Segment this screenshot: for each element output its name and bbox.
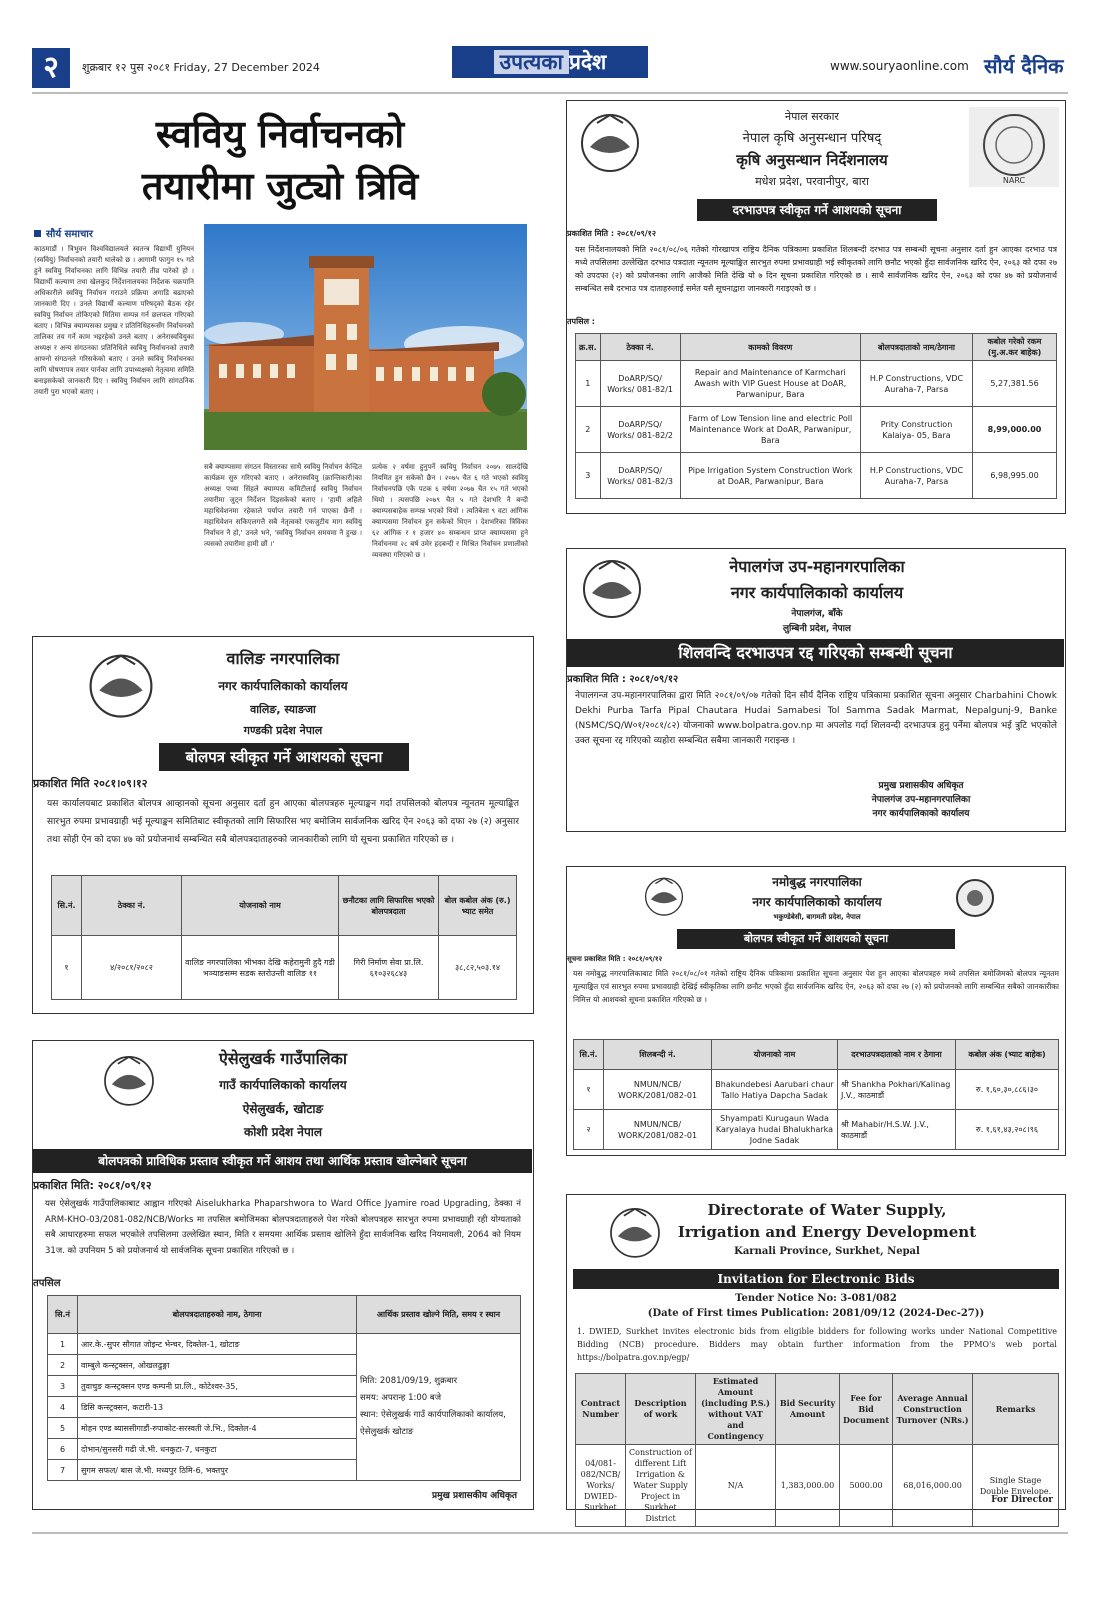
notice-namobuddha — [566, 866, 1066, 1156]
column-header: बोल कबोल अंक (रु.) भ्याट समेत — [439, 876, 517, 936]
nepalgunj-body: नेपालगन्ज उप-महानगरपालिका द्वारा मिति २०८१/०९/०७ गतेको दिन सौर्य दैनिक राष्ट्रिय पत्रिकामा प्रकाशित सूचना अनुसार Charbahini Chowk Dekhi Purba Tarfa Pipal Chautara Hudai Samabesi Tol Samma Sadak Marmat, Nepalgunj-9, Banke (NSMC/SQ/W०१/२०८१/८२) योजनाको www.bolpatra.gov.np मा अपलोड गर्दा शिलवन्दी दरभाउपत्र हुनु पर्नेमा बोलपत्र भई त्रुटि भएकोले उक्त सूचना रद्द गरिएको व्यहोरा सम्बन्धित सबैमा जानकारी गराइन्छ । — [575, 691, 1057, 746]
notice-doar — [566, 100, 1066, 514]
notice-nepalgunj — [566, 548, 1066, 832]
nepal-emblem-icon — [641, 875, 687, 921]
waling-body: यस कार्यालयबाट प्रकाशित बोलपत्र आव्हानको सूचना अनुसार दर्ता हुन आएका बोलपत्रहरु मूल्याङ्कन गर्दा तपसिलको बोलपत्र न्यूनतम मूल्याङ्कित सारभुत रुपमा प्रभावग्राही भई मूल्याङ्कन समितिबाट स्वीकृतको लागि सिफारिस भए बमोजिम सार्वजनिक खरिद ऐन २०६३ को दफा २७ (२) अनुसार तथा सोही ऐन को दफा ४७ को प्रयोजनार्थ सम्बन्धित सबै बोलपत्रदाताहरुको जानकारीको लागि यो सूचना प्रकाशित गरिएको छ । — [47, 799, 519, 845]
doar-pub-date: प्रकाशित मिति : २०८१/०९/१२ — [567, 229, 657, 238]
table-row — [48, 1334, 521, 1355]
table-header-row — [576, 1374, 1059, 1445]
footer-divider — [32, 1532, 1068, 1534]
dwied-table — [575, 1373, 1059, 1527]
table-cell: Pipe Irrigation System Construction Work at DoAR, Parwanipur, Bara — [680, 453, 860, 499]
article-column-2: सबै क्याम्पसमा संगठन विस्तारका साथै स्ववियु निर्वाचन केन्द्रित कार्यक्रम सुरु गरिएको बताए । अनेरास्ववियु (क्रान्तिकारी)का अध्यक्ष पथ्या सिंहले क्याम्पस कमिटीलाई स्ववियु निर्वाचन तयारीमा जुट्न निर्देशन दिइसकेको बताए । 'हामी अहिले महाधिवेशनमा रहेकाले पर्याप्त तयारी गर्न पाएका छैनौं । महाधिवेशन सकिएलगत्तै सबै नेतृत्वको एकजुटीय माग स्ववियु निर्वाचन नै हो,' उनले भने, 'स्ववियु निर्वाचन समयमा नै हुन्छ । त्यसको तयारीमा हामी छौं ।' — [204, 463, 362, 548]
column-header: सि.नं. — [52, 876, 82, 936]
table-cell: N/A — [696, 1445, 776, 1527]
nepalgunj-line-4: लुम्बिनी प्रदेश, नेपाल — [782, 624, 852, 634]
table-cell: DoARP/SQ/ Works/ 081-82/1 — [600, 361, 680, 407]
aiselukharka-line-4: कोशी प्रदेश नेपाल — [243, 1125, 323, 1139]
table-cell: वाम्बुले कन्स्ट्रक्सन, ओखलढुङ्गा — [78, 1355, 357, 1376]
waling-title-bar: बोलपत्र स्वीकृत गर्ने आशयको सूचना — [159, 743, 409, 771]
table-cell: 3 — [48, 1376, 78, 1397]
article-column-1: काठमाडौं । त्रिभुवन विश्वविद्यालयले स्वतन्त्र विद्यार्थी युनियन (स्ववियु) निर्वाचनको तयारी थालेको छ । आगामी फागुन १५ गते हुने स्ववियु निर्वाचनका लागि विभिन्न तयारी तीव्र पारेको हो । विद्यार्थी कल्याण तथा खेलकुद निर्देशनालयका निर्देशक चक्रपानि अधिकारीले स्ववियु निर्वाचन गराउने प्रक्रिया अगाडि बढाएको जानकारी दिए । उनले विद्यार्थी कल्याण परिषद्को बैठक रहेर स्ववियु निर्वाचन तोकिएको मितिमा सम्पन्न गर्न छलफल गरिएको बताए । विभिन्न क्याम्पसका प्रमुख र प्रतिनिधिहरूसँग निर्वाचनको तालिका तय गर्ने काम भइरहेको उनले बताए । अनेरास्ववियुका अध्यक्ष र अन्य संगठनका प्रतिनिधिले स्ववियु निर्वाचनको तयारी आफ्नो संगठनले गरिसकेको बताए । उनले स्ववियु निर्वाचनका लागि घोषणापत्र तयार पार्नका लागि उपाध्यक्षको नेतृत्वमा समिति बनाइसकेको जानकारी दिए । स्ववियु निर्वाचन लागि सांगठनिक तयारी पुरा भएको बताए । — [34, 245, 194, 396]
table-header-row — [48, 1296, 521, 1334]
dwied-title-bar: Invitation for Electronic Bids — [573, 1269, 1059, 1289]
table-cell: Repair and Maintenance of Karmchari Awash with VIP Guest House at DoAR, Parwanipur, Bara — [680, 361, 860, 407]
namobuddha-logo-icon — [953, 877, 997, 923]
table-cell: ३८,८२,५०३.१४ — [439, 936, 517, 1000]
table-header-row — [576, 334, 1057, 361]
aiselukharka-table — [47, 1295, 521, 1481]
header-divider — [32, 92, 1068, 94]
table-cell: Single Stage Double Envelope. — [973, 1445, 1059, 1527]
open-place: स्थान: ऐसेलुखर्क गाउँ कार्यपालिकाको कार्यालय, ऐसेलुखर्क खोटाङ — [360, 1410, 506, 1437]
financial-opening-info — [357, 1334, 521, 1481]
column-header: सि.नं. — [574, 1040, 604, 1070]
section-title-b: प्रदेश — [568, 50, 607, 74]
table-row — [576, 1445, 1059, 1527]
aiselukharka-title-bar: बोलपत्रको प्राविधिक प्रस्ताव स्वीकृत गर्ने आशय तथा आर्थिक प्रस्ताव खोल्नेबारे सूचना — [33, 1149, 532, 1173]
notice-aiselukharka — [32, 1040, 534, 1510]
column-header: योजनाको नाम — [182, 876, 339, 936]
table-cell: H.P Constructions, VDC Auraha-7, Parsa — [861, 361, 973, 407]
table-cell: DoARP/SQ/ Works/ 081-82/2 — [600, 407, 680, 453]
column-header: शिलबन्दी नं. — [604, 1040, 712, 1070]
nepalgunj-signature — [801, 779, 1041, 821]
date-line: शुक्रबार १२ पुस २०८१ Friday, 27 December 2024 — [82, 61, 320, 74]
table-row — [576, 407, 1057, 453]
waling-line-2: नगर कार्यपालिकाको कार्यालय — [218, 679, 348, 693]
column-header: कबोल गरेको रकम (मु.अ.कर बाहेक) — [973, 334, 1057, 361]
table-cell: श्री Mahabir/H.S.W. J.V., काठमाडौं — [838, 1110, 956, 1150]
table-cell: 8,99,000.00 — [973, 407, 1057, 453]
table-cell: 6,98,995.00 — [973, 453, 1057, 499]
university-building-photo — [204, 224, 527, 450]
column-header: आर्थिक प्रस्ताव खोल्ने मिति, समय र स्थान — [357, 1296, 521, 1334]
nepalgunj-sig-3: नगर कार्यपालिकाको कार्यालय — [872, 809, 970, 819]
doar-line-2: नेपाल कृषि अनुसन्धान परिषद् — [742, 131, 882, 146]
aiselukharka-line-1: ऐसेलुखर्क गाउँपालिका — [218, 1049, 348, 1068]
column-header: सि.नं — [48, 1296, 78, 1334]
website-url[interactable]: www.souryaonline.com — [830, 59, 969, 73]
aiselukharka-body: यस ऐसेलुखर्क गाउँपालिकाबाट आह्वान गरिएको Aiselukharka Phaparshwora to Ward Office Jyamire road Upgrading, ठेक्का नं ARM-KHO-03/2081-082/NCB/Works मा तपसिल बमोजिमका बोलपत्रदाताहरुले पेश गरेको बोलपत्रहरु सारभुत रुपमा प्रभावग्राही रही योग्यताको सबै आधारहरुमा सफल भएकोले तपसिलमा उल्लेखित स्थान, मिति र समयमा आर्थिक प्रस्ताव खोलिने हुँदा सार्वजनिक खरिद नियमावली, 2064 को नियम 31ज. को उपनियम 5 को प्रयोजनार्थ यो सार्वजनिक सूचना प्रकाशित गरिएको छ । — [45, 1199, 521, 1256]
aiselukharka-line-3: ऐसेलुखर्क, खोटाङ — [242, 1102, 324, 1116]
table-cell: तुवाचुङ कन्स्ट्रक्सन एण्ड कम्पनी प्रा.लि., कोटेश्वर-35, — [78, 1376, 357, 1397]
table-row — [576, 361, 1057, 407]
column-header: बोलपत्रदाताको नाम/ठेगाना — [861, 334, 973, 361]
table-cell: रु. १,६०,३०,८८६।३० — [956, 1070, 1059, 1110]
table-cell: डिसि कन्स्ट्रक्सन, कटारी-13 — [78, 1397, 357, 1418]
doar-title-bar: दरभाउपत्र स्वीकृत गर्ने आशयको सूचना — [697, 199, 937, 221]
column-header: योजनाको नाम — [712, 1040, 838, 1070]
column-header: छनौटका लागि सिफारिस भएको बोलपत्रदाता — [339, 876, 439, 936]
table-row — [574, 1070, 1059, 1110]
nepal-emblem-icon — [575, 111, 645, 177]
column-header: ठेक्का नं. — [82, 876, 182, 936]
open-date: मिति: 2081/09/19, शुक्रबार — [360, 1376, 458, 1386]
newspaper-logo: सौर्य दैनिक — [984, 54, 1064, 78]
narc-logo-icon — [969, 107, 1059, 187]
nepal-emblem-icon — [83, 651, 159, 723]
doar-table — [575, 333, 1057, 499]
section-title-a: उपत्यका — [494, 50, 569, 74]
aiselukharka-pub-date: प्रकाशित मिति: २०८१/०९/१२ — [33, 1179, 152, 1192]
table-cell: Prity Construction Kalaiya- 05, Bara — [861, 407, 973, 453]
table-row — [52, 936, 517, 1000]
table-cell: 5,27,381.56 — [973, 361, 1057, 407]
waling-line-4: गण्डकी प्रदेश नेपाल — [243, 724, 323, 737]
waling-line-3: वालिङ, स्याङजा — [250, 703, 316, 716]
table-cell: Farm of Low Tension line and electric Poll Maintenance Work at DoAR, Parwanipur, Bara — [680, 407, 860, 453]
column-header: क्र.स. — [576, 334, 601, 361]
table-cell: सुगम सफल/ बास जे.भी. मध्यपुर ठिमि-6, भक्तपुर — [78, 1460, 357, 1481]
notice-waling — [32, 636, 534, 1014]
table-cell: १ — [574, 1070, 604, 1110]
page-number: २ — [32, 48, 70, 88]
nepal-emblem-icon — [605, 1205, 665, 1263]
article-headline — [60, 108, 500, 212]
namobuddha-body: यस नमोबुद्ध नगरपालिकाबाट मिति २०८१/०८/०१ गतेको राष्ट्रिय दैनिक पत्रिकामा प्रकाशित सूचना अनुसार पेश हुन आएका बोलपत्रहरु मध्ये तपसिल बमोजिमको बोलपत्र न्यूनतम मूल्याङ्कित एवं सारभुत रुपमा प्रभावग्राही देखिई स्वीकृतिका लागि छनौट भएको हुँदा सार्वजनिक खरिद ऐन, २०६३ को दफा २७ (२) को प्रयोजनको लागि सम्बन्धित सबैको जानकारीका निमित्त यो आशयको सूचना प्रकाशित गरिएको छ । — [573, 969, 1059, 1004]
table-cell: 1 — [48, 1334, 78, 1355]
headline-line-1: स्ववियु निर्वाचनको — [155, 112, 405, 156]
column-header: Average Annual Construction Turnover (NRs.) — [893, 1374, 973, 1445]
table-header-row — [52, 876, 517, 936]
table-cell: DoARP/SQ/ Works/ 081-82/3 — [600, 453, 680, 499]
doar-body: यस निर्देशनालयको मिति २०८१/०८/०६ गतेको गोरखापत्र राष्ट्रिय दैनिक पत्रिकामा प्रकाशित शिलबन्दी दरभाउ पत्र सम्बन्धी सूचना अनुसार दर्ता हुन आएका दरभाउ पत्र मध्ये तपसिलमा उल्लेखित दरभाउ पत्रदाता न्यूनतम मूल्याङ्कित सारभुत रुपमा प्रभावग्राही भई स्वीकृतको लागि छनौट भएको हुँदा सार्वजनिक खरिद ऐन, २०६३ को दफा २७ को उपदफा (२) को प्रयोजनका लागि आजैको मिति देखि यो ७ दिन सूचना प्रकाशित गरिएको छ । साथै सार्वजनिक खरिद ऐन, २०६३ को दफा ४७ को प्रयोजनार्थ सम्बन्धित सबै दरभाउ पत्र दाताहरुलाई समेत यसै सूचनाद्वारा जानकारी गराइएको छ । — [575, 245, 1057, 293]
svg-text:NARC: NARC — [1002, 176, 1026, 185]
waling-table — [51, 875, 517, 1000]
namobuddha-title-bar: बोलपत्र स्वीकृत गर्ने आशयको सूचना — [677, 929, 955, 949]
doar-line-3: कृषि अनुसन्धान निर्देशनालय — [736, 151, 888, 169]
column-header: Estimated Amount (including P.S.) without VAT and Contingency — [696, 1374, 776, 1445]
table-cell: 4 — [48, 1397, 78, 1418]
namobuddha-line-3: भकुण्डेबेसी, बागमती प्रदेश, नेपाल — [773, 913, 861, 921]
table-cell: गिरी निर्माण सेवा प्रा.लि. ६१०३२६८४३ — [339, 936, 439, 1000]
column-header: कामको विवरण — [680, 334, 860, 361]
notice-dwied — [566, 1194, 1066, 1523]
doar-tapsil: तपसिल : — [567, 317, 595, 326]
table-cell: NMUN/NCB/ WORK/2081/082-01 — [604, 1070, 712, 1110]
nepalgunj-line-1: नेपालगंज उप-महानगरपालिका — [729, 557, 905, 576]
table-cell: 5 — [48, 1418, 78, 1439]
nepal-emblem-icon — [99, 1053, 159, 1111]
nepalgunj-sig-1: प्रमुख प्रशासकीय अधिकृत — [878, 781, 964, 791]
dwied-line-2: Irrigation and Energy Development — [677, 1223, 977, 1241]
dwied-tender-no: Tender Notice No: 3-081/082 — [735, 1293, 897, 1304]
open-time: समय: अपरान्ह 1:00 बजे — [360, 1393, 442, 1403]
aiselukharka-tapsil: तपसिल — [33, 1278, 61, 1289]
table-cell: Bhakundebesi Aarubari chaur Tallo Hatiya Dapcha Sadak — [712, 1070, 838, 1110]
doar-line-1: नेपाल सरकार — [785, 110, 839, 123]
section-title — [452, 46, 648, 78]
column-header: Bid Security Amount — [776, 1374, 840, 1445]
table-cell: 1,383,000.00 — [776, 1445, 840, 1527]
column-header: Contract Number — [576, 1374, 626, 1445]
aiselukharka-signature: प्रमुख प्रशासकीय अधिकृत — [431, 1491, 517, 1501]
table-cell: 04/081-082/NCB/ Works/ DWIED-Surkhet — [576, 1445, 626, 1527]
doar-line-4: मधेश प्रदेश, परवानीपुर, बारा — [755, 175, 869, 188]
table-cell: २ — [574, 1110, 604, 1150]
dwied-signature: For Director — [991, 1495, 1053, 1505]
dwied-line-1: Directorate of Water Supply, — [707, 1201, 947, 1219]
column-header: Remarks — [973, 1374, 1059, 1445]
column-header: बोलपत्रदाताहरुको नाम, ठेगाना — [78, 1296, 357, 1334]
dwied-pub-date: (Date of First times Publication: 2081/09/12 (2024-Dec-27)) — [647, 1308, 985, 1319]
nepalgunj-pub-date: प्रकाशित मिति : २०८१/०९/१२ — [567, 674, 679, 685]
table-cell: 5000.00 — [840, 1445, 893, 1527]
namobuddha-pub-date: सूचना प्रकाशित मिति : २०८१/०९/१२ — [567, 955, 663, 963]
table-cell: 2 — [576, 407, 601, 453]
column-header: Fee for Bid Document — [840, 1374, 893, 1445]
namobuddha-line-1: नमोबुद्ध नगरपालिका — [772, 875, 862, 889]
table-cell: श्री Shankha Pokhari/Kalinag J.V., काठमाडौं — [838, 1070, 956, 1110]
table-cell: दोभान/सुनसरी गढी जे.भी. धनकुटा-7, धनकुटा — [78, 1439, 357, 1460]
table-cell: रु. १,६१,४३,२०८।९६ — [956, 1110, 1059, 1150]
nepal-emblem-icon — [577, 557, 647, 623]
nepalgunj-line-3: नेपालगंज, बाँके — [791, 609, 843, 619]
table-cell: Shyampati Kurugaun Wada Karyalaya hudai Bhalukharka Jodne Sadak — [712, 1110, 838, 1150]
aiselukharka-line-2: गाउँ कार्यपालिकाको कार्यालय — [219, 1078, 347, 1092]
column-header: कबोल अंक (भ्याट बाहेक) — [956, 1040, 1059, 1070]
article-byline: सौर्य समाचार — [34, 226, 93, 240]
nepalgunj-title-bar: शिलवन्दि दरभाउपत्र रद्द गरिएको सम्बन्धी सूचना — [567, 639, 1064, 667]
table-cell: 1 — [576, 361, 601, 407]
namobuddha-line-2: नगर कार्यपालिकाको कार्यालय — [752, 895, 882, 909]
table-cell: 3 — [576, 453, 601, 499]
table-cell: 6 — [48, 1439, 78, 1460]
nepalgunj-line-2: नगर कार्यपालिकाको कार्यालय — [730, 583, 904, 602]
table-cell: H.P Constructions, VDC Auraha-7, Parsa — [861, 453, 973, 499]
table-cell: १ — [52, 936, 82, 1000]
waling-pub-date: प्रकाशित मिति २०८१।०९।१२ — [33, 777, 148, 790]
table-cell: NMUN/NCB/ WORK/2081/082-01 — [604, 1110, 712, 1150]
table-cell: 2 — [48, 1355, 78, 1376]
column-header: ठेक्का नं. — [600, 334, 680, 361]
waling-line-1: वालिङ नगरपालिका — [226, 649, 340, 668]
dwied-body: 1. DWIED, Surkhet invites electronic bids from eligible bidders for following works under National Competitive Bidding (NCB) procedure. Bidders may obtain further information from the PPMO's web portal https://bolpatra.gov.np/egp/ — [577, 1327, 1057, 1362]
nepalgunj-sig-2: नेपालगंज उप-महानगरपालिका — [871, 795, 971, 805]
table-cell: 68,016,000.00 — [893, 1445, 973, 1527]
table-cell: 7 — [48, 1460, 78, 1481]
table-header-row — [574, 1040, 1059, 1070]
namobuddha-table — [573, 1039, 1059, 1150]
article-column-3: प्रत्येक २ वर्षमा हुनुपर्ने स्ववियु निर्वाचन २०७५ सालदेखि नियमित हुन सकेको छैन । २०७५ चैत ६ गते भएको स्ववियु निर्वाचनपछि एकै पटक ६ वर्षमा २०७७ चैत १५ गते भएको थियो । त्यसपछि २०७९ चैत ५ गते देशभरि नै बन्दी क्याम्पसबाहेक सम्पन्न भएको थियो । त्यतिबेला ९ वटा आंगिक क्याम्पसमा निर्वाचन हुन सकेको थिएन । देशभरिका त्रिविका ६२ आंगिक र १ हजार ४० सम्बन्धन प्राप्त क्याम्पसमा हुने निर्वाचनमा २८ बर्ष उमेर हदबन्दी र मिश्रित निर्वाचन प्रणालीको व्यवस्था गरिएको छ । — [372, 463, 528, 559]
headline-line-2: तयारीमा जुट्यो त्रिवि — [141, 164, 419, 208]
table-cell: Construction of different Lift Irrigation & Water Supply Project in Surkhet District — [626, 1445, 696, 1527]
column-header: Description of work — [626, 1374, 696, 1445]
dwied-line-3: Karnali Province, Surkhet, Nepal — [734, 1246, 920, 1257]
table-row — [576, 453, 1057, 499]
table-cell: वालिङ नगरपालिका भीभका देखि कहेरामुनी हुदै गडी भञ्याङसम्म सडक स्तरोउन्ती वालिङ ११ — [182, 936, 339, 1000]
column-header: दरभाउपत्रदाताको नाम र ठेगाना — [838, 1040, 956, 1070]
table-cell: आर.के.-सुपर सौगात जोइन्ट भेन्चर, दिक्तेल-1, खोटाङ — [78, 1334, 357, 1355]
table-cell: मोहन एण्ड ब्याससीगाडौं-रुपाकोट-सरस्वती जे.भि., दिक्तेल-4 — [78, 1418, 357, 1439]
table-cell: ४/२०८१/२०८२ — [82, 936, 182, 1000]
table-row — [574, 1110, 1059, 1150]
